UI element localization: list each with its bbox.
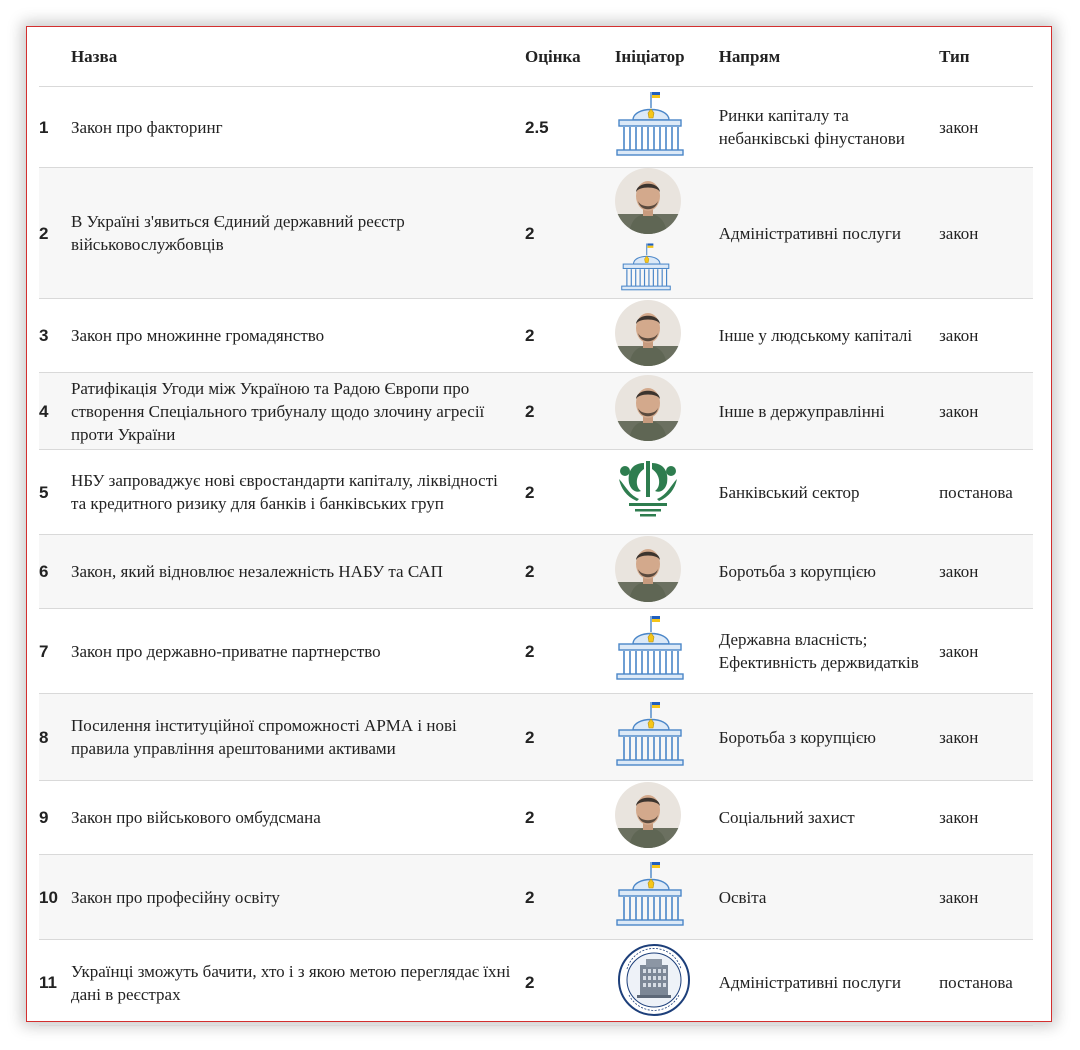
table-row[interactable] — [39, 373, 1033, 450]
verkhovna-rada-building-icon — [615, 700, 685, 774]
row-initiator — [611, 940, 715, 1026]
verkhovna-rada-building-icon — [615, 860, 685, 934]
row-initiator — [611, 609, 715, 694]
initiator-icons — [615, 168, 711, 298]
row-number: 8 — [39, 694, 67, 781]
table-row[interactable] — [39, 855, 1033, 940]
table-row[interactable] — [39, 87, 1033, 168]
verkhovna-rada-building-icon — [615, 242, 677, 298]
row-score: 2 — [521, 855, 611, 940]
row-score: 2 — [521, 781, 611, 855]
row-direction: Інше в держуправлінні — [715, 373, 935, 450]
legislation-rating-table — [39, 27, 1033, 1026]
row-score: 2 — [521, 299, 611, 373]
row-score: 2 — [521, 450, 611, 535]
row-type: закон — [935, 168, 1033, 299]
president-portrait-icon — [615, 536, 681, 608]
initiator-icons — [615, 943, 711, 1023]
row-direction: Державна власність; Ефективність держвидатків — [715, 609, 935, 694]
row-name-link[interactable]: Закон, який відновлює незалежність НАБУ та САП — [67, 535, 521, 609]
row-number: 2 — [39, 168, 67, 299]
row-direction: Адміністративні послуги — [715, 168, 935, 299]
row-type: закон — [935, 299, 1033, 373]
header-number — [39, 27, 67, 87]
row-name-link[interactable]: В Україні з'явиться Єдиний державний реєстр військовослужбовців — [67, 168, 521, 299]
president-portrait-icon — [615, 782, 681, 854]
row-number: 9 — [39, 781, 67, 855]
row-initiator — [611, 299, 715, 373]
row-score: 2 — [521, 535, 611, 609]
initiator-icons — [615, 457, 711, 527]
row-initiator — [611, 373, 715, 450]
header-score[interactable]: Оцінка — [521, 27, 611, 87]
row-number: 1 — [39, 87, 67, 168]
row-type: закон — [935, 855, 1033, 940]
row-type: закон — [935, 781, 1033, 855]
initiator-icons — [615, 700, 711, 774]
row-score: 2 — [521, 373, 611, 450]
initiator-icons — [615, 375, 711, 447]
row-name-link[interactable]: Закон про професійну освіту — [67, 855, 521, 940]
row-number: 4 — [39, 373, 67, 450]
row-name-link[interactable]: Закон про державно-приватне партнерство — [67, 609, 521, 694]
row-direction: Освіта — [715, 855, 935, 940]
table-row[interactable] — [39, 299, 1033, 373]
row-number: 11 — [39, 940, 67, 1026]
row-direction: Інше у людському капіталі — [715, 299, 935, 373]
initiator-icons — [615, 782, 711, 854]
table-row[interactable] — [39, 450, 1033, 535]
row-name-link[interactable]: Посилення інституційної спроможності АРМА і нові правила управління арештованими активами — [67, 694, 521, 781]
row-direction: Банківський сектор — [715, 450, 935, 535]
row-direction: Боротьба з корупцією — [715, 694, 935, 781]
row-number: 3 — [39, 299, 67, 373]
initiator-icons — [615, 90, 711, 164]
row-type: закон — [935, 694, 1033, 781]
national-bank-of-ukraine-logo-icon — [615, 457, 681, 527]
header-type[interactable]: Тип — [935, 27, 1033, 87]
row-name-link[interactable]: НБУ запроваджує нові євростандарти капіталу, ліквідності та кредитного ризику для банків і банківських груп — [67, 450, 521, 535]
row-initiator — [611, 694, 715, 781]
row-score: 2 — [521, 168, 611, 299]
row-type: закон — [935, 609, 1033, 694]
row-direction: Боротьба з корупцією — [715, 535, 935, 609]
row-name-link[interactable]: Ратифікація Угоди між Україною та Радою Європи про створення Спеціального трибуналу щодо злочину агресії проти України — [67, 373, 521, 450]
row-type: закон — [935, 535, 1033, 609]
row-name-link[interactable]: Закон про військового омбудсмана — [67, 781, 521, 855]
header-initiator[interactable]: Ініціатор — [611, 27, 715, 87]
row-name-link[interactable]: Закон про факторинг — [67, 87, 521, 168]
president-portrait-icon — [615, 168, 681, 240]
row-number: 5 — [39, 450, 67, 535]
row-type: закон — [935, 87, 1033, 168]
row-initiator — [611, 87, 715, 168]
verkhovna-rada-building-icon — [615, 614, 685, 688]
row-number: 6 — [39, 535, 67, 609]
cabinet-of-ministers-seal-icon — [615, 943, 693, 1023]
row-score: 2 — [521, 609, 611, 694]
row-name-link[interactable]: Закон про множинне громадянство — [67, 299, 521, 373]
row-direction: Ринки капіталу та небанківські фінустанови — [715, 87, 935, 168]
initiator-icons — [615, 860, 711, 934]
row-type: постанова — [935, 450, 1033, 535]
row-type: закон — [935, 373, 1033, 450]
header-direction[interactable]: Напрям — [715, 27, 935, 87]
initiator-icons — [615, 614, 711, 688]
row-number: 7 — [39, 609, 67, 694]
table-frame — [26, 26, 1052, 1022]
president-portrait-icon — [615, 375, 681, 447]
row-name-link[interactable]: Українці зможуть бачити, хто і з якою метою переглядає їхні дані в реєстрах — [67, 940, 521, 1026]
row-type: постанова — [935, 940, 1033, 1026]
row-score: 2.5 — [521, 87, 611, 168]
row-direction: Адміністративні послуги — [715, 940, 935, 1026]
table-row[interactable] — [39, 609, 1033, 694]
row-score: 2 — [521, 694, 611, 781]
row-direction: Соціальний захист — [715, 781, 935, 855]
table-row[interactable] — [39, 168, 1033, 299]
table-row[interactable] — [39, 694, 1033, 781]
row-initiator — [611, 781, 715, 855]
president-portrait-icon — [615, 300, 681, 372]
table-row[interactable] — [39, 535, 1033, 609]
row-initiator — [611, 855, 715, 940]
initiator-icons — [615, 300, 711, 372]
verkhovna-rada-building-icon — [615, 90, 685, 164]
row-initiator — [611, 535, 715, 609]
row-initiator — [611, 450, 715, 535]
row-initiator — [611, 168, 715, 299]
table-row[interactable] — [39, 781, 1033, 855]
row-score: 2 — [521, 940, 611, 1026]
row-number: 10 — [39, 855, 67, 940]
initiator-icons — [615, 536, 711, 608]
table-header-row — [39, 27, 1033, 87]
header-name[interactable]: Назва — [67, 27, 521, 87]
table-row[interactable] — [39, 940, 1033, 1026]
